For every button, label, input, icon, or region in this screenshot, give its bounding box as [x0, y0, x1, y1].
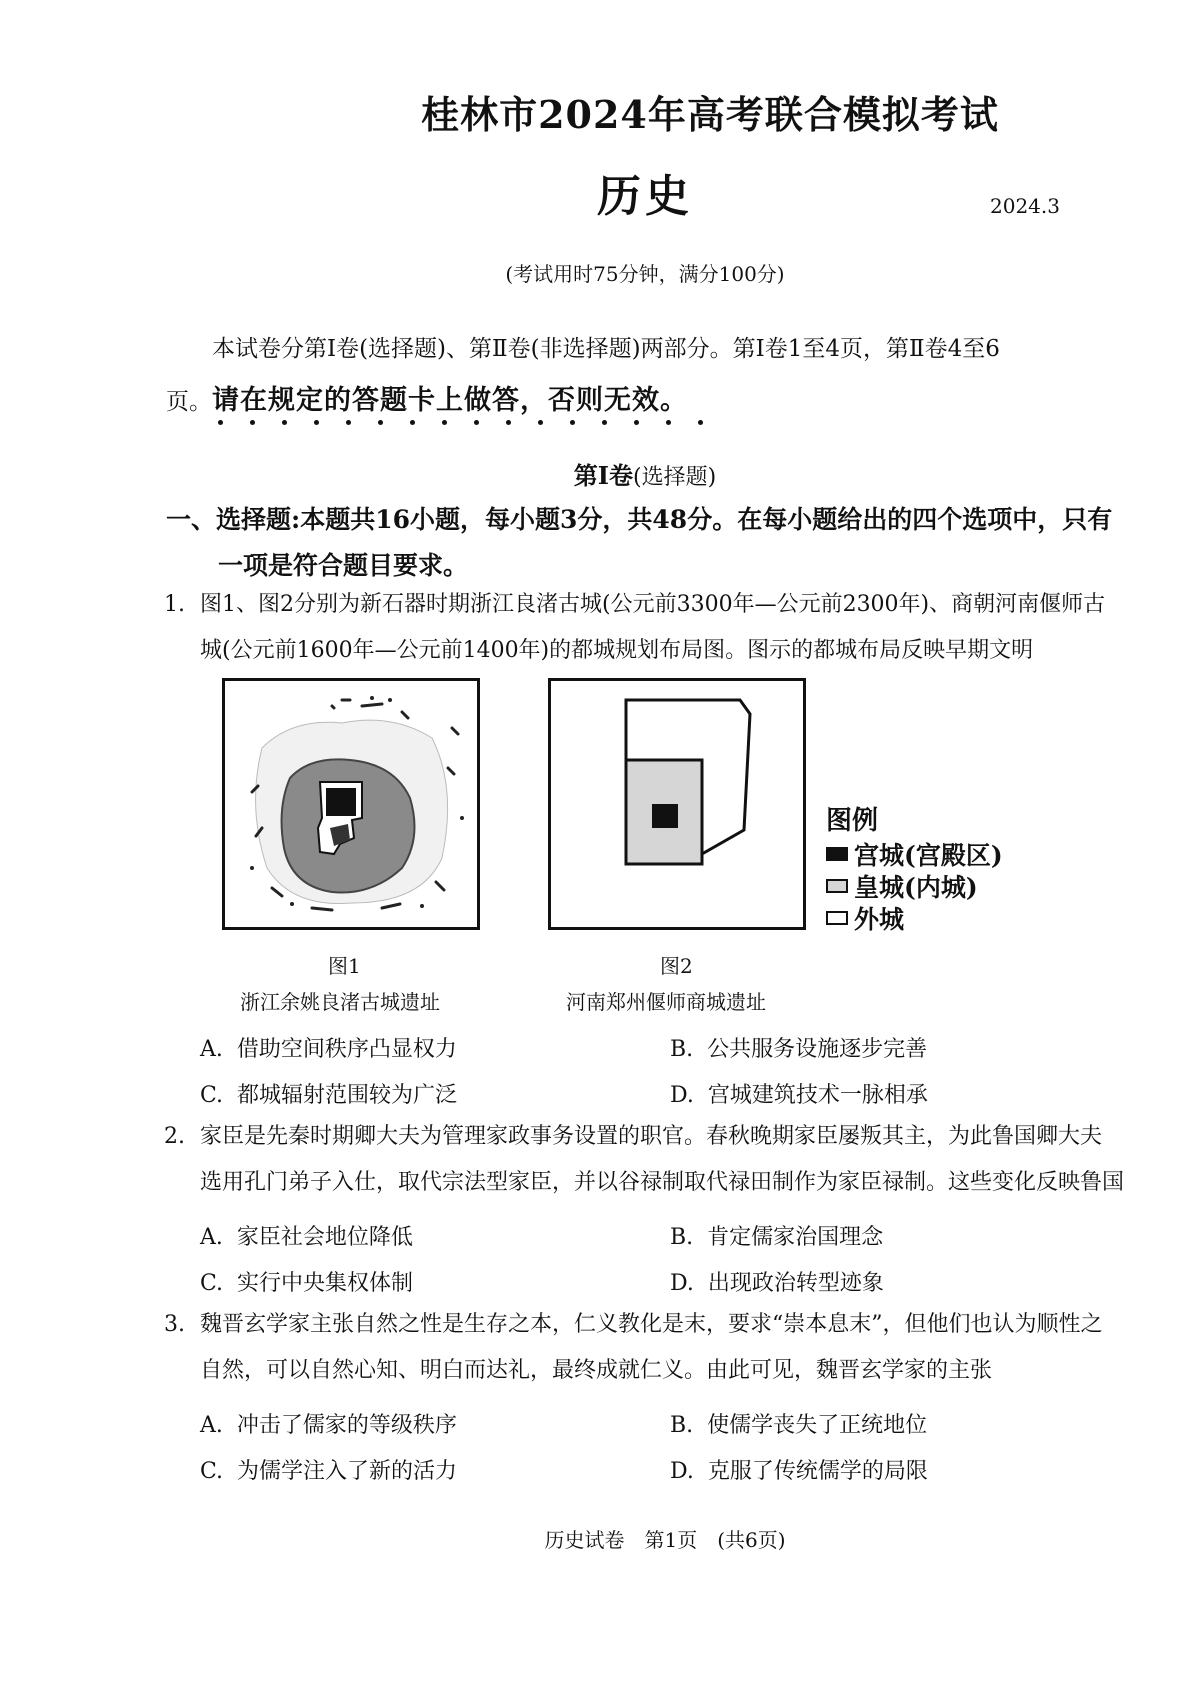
option-d[interactable]: D. 出现政治转型迹象: [670, 1271, 884, 1296]
exam-time-note: (考试用时75分钟，满分100分): [505, 262, 785, 286]
legend-label: 外城: [854, 905, 905, 934]
option-a[interactable]: A. 借助空间秩序凸显权力: [200, 1037, 457, 1062]
intro-line-2-prefix: 页。: [166, 389, 212, 415]
question-text-line: 家臣是先秦时期卿大夫为管理家政事务设置的职官。春秋晚期家臣屡叛其主，为此鲁国卿大夫: [200, 1124, 1103, 1149]
volume-heading: [0, 456, 1200, 491]
figure-2-map: [548, 678, 806, 930]
option-b[interactable]: B. 肯定儒家治国理念: [670, 1225, 884, 1250]
legend-item-inner-city: [826, 868, 978, 904]
question-text-line: 选用孔门弟子入仕，取代宗法型家臣，并以谷禄制取代禄田制作为家臣禄制。这些变化反映鲁国: [200, 1170, 1125, 1195]
figure-2-label: 图2: [660, 954, 693, 978]
legend-item-outer-city: [826, 900, 904, 936]
question-text-line: 自然，可以自然心知、明白而达礼，最终成就仁义。由此可见，魏晋玄学家的主张: [200, 1358, 993, 1383]
question-text-line: 图1、图2分别为新石器时期浙江良渚古城(公元前3300年—公元前2300年)、商朝河南偃师古: [200, 592, 1106, 617]
figure-1-caption: 浙江余姚良渚古城遗址: [240, 990, 440, 1014]
intro-emphasis: 请在规定的答题卡上做答，否则无效。: [212, 385, 688, 416]
option-c[interactable]: C. 为儒学注入了新的活力: [200, 1459, 458, 1484]
option-a[interactable]: A. 家臣社会地位降低: [200, 1225, 413, 1250]
question-number: 1.: [164, 592, 185, 617]
option-b[interactable]: B. 公共服务设施逐步完善: [670, 1037, 928, 1062]
exam-title: 桂林市2024年高考联合模拟考试: [421, 92, 999, 137]
figure-2-caption: 河南郑州偃师商城遗址: [566, 990, 766, 1014]
legend-swatch: [826, 911, 848, 925]
legend-swatch: [826, 847, 848, 861]
option-c[interactable]: C. 都城辐射范围较为广泛: [200, 1083, 458, 1108]
legend-label: 皇城(内城): [854, 873, 978, 902]
subject-title: 历史: [597, 171, 693, 222]
exam-date: 2024.3: [990, 194, 1060, 218]
volume-title: 第Ⅰ卷: [573, 461, 634, 490]
intro-line-1: 本试卷分第Ⅰ卷(选择题)、第Ⅱ卷(非选择题)两部分。第Ⅰ卷1至4页，第Ⅱ卷4至6: [212, 336, 1000, 362]
legend-swatch: [826, 879, 848, 893]
legend-item-palace: [826, 836, 1003, 872]
option-c[interactable]: C. 实行中央集权体制: [200, 1271, 414, 1296]
option-b[interactable]: B. 使儒学丧失了正统地位: [670, 1413, 928, 1438]
figure-1-map: [222, 678, 480, 930]
question-text-line: 城(公元前1600年—公元前1400年)的都城规划布局图。图示的都城布局反映早期文明: [200, 638, 1034, 663]
section-instructions-line-2: 一项是符合题目要求。: [218, 551, 469, 580]
option-a[interactable]: A. 冲击了儒家的等级秩序: [200, 1413, 457, 1438]
section-instructions-line-1: 一、选择题:本题共16小题，每小题3分，共48分。在每小题给出的四个选项中，只有: [166, 505, 1113, 534]
figure-1-label: 图1: [328, 954, 361, 978]
emphasis-dots: [218, 410, 738, 418]
page-footer: 历史试卷 第1页 (共6页): [544, 1528, 786, 1552]
volume-subtitle: (选择题): [633, 465, 717, 490]
legend-label: 宫城(宫殿区): [854, 841, 1003, 870]
option-d[interactable]: D. 克服了传统儒学的局限: [670, 1459, 928, 1484]
legend-title: 图例: [826, 806, 879, 836]
option-d[interactable]: D. 宫城建筑技术一脉相承: [670, 1083, 928, 1108]
question-number: 2.: [164, 1124, 185, 1149]
question-number: 3.: [164, 1312, 185, 1337]
question-text-line: 魏晋玄学家主张自然之性是生存之本，仁义教化是末，要求“崇本息末”，但他们也认为顺性之: [200, 1312, 1103, 1337]
